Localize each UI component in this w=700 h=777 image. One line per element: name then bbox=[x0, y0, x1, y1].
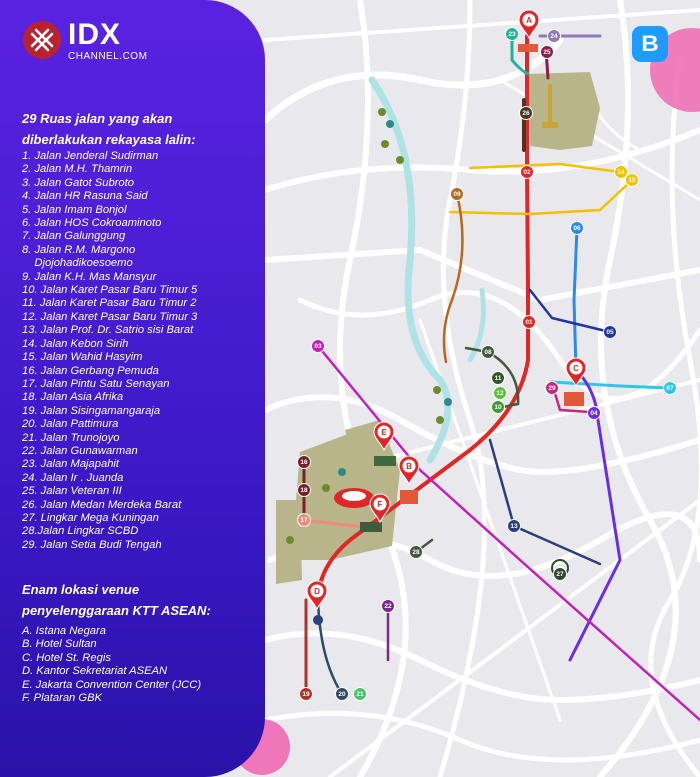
road-list-item: 23. Jalan Majapahit bbox=[22, 458, 120, 471]
road-list-item: 16. Jalan Gerbang Pemuda bbox=[22, 364, 159, 377]
road-marker-label: 20 bbox=[338, 691, 346, 698]
road-marker-label: 23 bbox=[508, 31, 516, 38]
road-list-item: 13. Jalan Prof. Dr. Satrio sisi Barat bbox=[22, 324, 194, 337]
roads-list bbox=[22, 150, 197, 552]
road-marker-23 bbox=[506, 28, 519, 41]
logo-brand: IDX bbox=[68, 18, 122, 51]
venue-pin-label: D bbox=[314, 587, 320, 596]
road-marker-08 bbox=[482, 346, 495, 359]
road-marker-label: 18 bbox=[300, 487, 308, 494]
road-marker-label: 15 bbox=[628, 177, 636, 184]
road-marker-label: 21 bbox=[356, 691, 364, 698]
logo-sub: CHANNEL.COM bbox=[68, 51, 148, 62]
road-marker-label: 12 bbox=[496, 390, 504, 397]
road-list-item: 27. Lingkar Mega Kuningan bbox=[22, 511, 159, 524]
road-marker-label: 22 bbox=[384, 603, 392, 610]
road-marker-04 bbox=[588, 407, 601, 420]
road-list-item: Djojohadikoesoemo bbox=[22, 257, 133, 270]
road-list-item: 4. Jalan HR Rasuna Said bbox=[22, 190, 148, 203]
roads-heading bbox=[22, 108, 195, 150]
road-marker-label: 16 bbox=[300, 459, 308, 466]
road-marker-10 bbox=[492, 401, 505, 414]
road-list-item: 6. Jalan HOS Cokroaminoto bbox=[22, 217, 162, 230]
idx-logo-icon bbox=[22, 20, 62, 60]
road-list-item: 26. Jalan Medan Merdeka Barat bbox=[22, 498, 182, 511]
road-marker-27 bbox=[554, 568, 567, 581]
road-marker-15 bbox=[626, 174, 639, 187]
venue-heading-line-2: penyelenggaraan KTT ASEAN: bbox=[22, 603, 211, 618]
road-marker-label: 11 bbox=[494, 375, 502, 382]
road-marker-label: 28 bbox=[412, 549, 420, 556]
road-list-item: 15. Jalan Wahid Hasyim bbox=[22, 351, 143, 364]
venue-heading-line-1: Enam lokasi venue bbox=[22, 582, 140, 597]
road-list-item: 12. Jalan Karet Pasar Baru Timur 3 bbox=[22, 310, 198, 323]
venue-heading bbox=[22, 579, 211, 621]
venue-list-item: B. Hotel Sultan bbox=[22, 638, 97, 651]
road-list-item: 24. Jalan Ir . Juanda bbox=[22, 471, 124, 484]
road-marker-17 bbox=[298, 514, 311, 527]
road-marker-label: 27 bbox=[556, 571, 564, 578]
road-list-item: 19. Jalan Sisingamangaraja bbox=[22, 404, 161, 417]
road-list-item: 21. Jalan Trunojoyo bbox=[22, 431, 120, 444]
venue-list-item: C. Hotel St. Regis bbox=[22, 651, 111, 664]
venue-pin-label: F bbox=[377, 500, 383, 509]
road-marker-label: 13 bbox=[510, 523, 518, 530]
road-marker-label: 09 bbox=[453, 191, 461, 198]
venue-list-item: F. Plataran GBK bbox=[22, 692, 103, 705]
venue-pin-label: C bbox=[573, 364, 579, 373]
venue-pin-label: B bbox=[406, 462, 412, 471]
road-marker-label: 24 bbox=[550, 33, 558, 40]
road-list-item: 7. Jalan Galunggung bbox=[22, 230, 126, 243]
road-marker-03 bbox=[312, 340, 325, 353]
road-marker-01 bbox=[523, 316, 536, 329]
road-marker-12 bbox=[494, 387, 507, 400]
road-list-item: 1. Jalan Jenderal Sudirman bbox=[22, 150, 159, 162]
monas-park bbox=[528, 72, 600, 150]
road-marker-label: 19 bbox=[302, 691, 310, 698]
info-panel bbox=[0, 0, 265, 777]
road-list-item: 5. Jalan Imam Bonjol bbox=[22, 203, 127, 216]
road-list-item: 28.Jalan Lingkar SCBD bbox=[22, 525, 139, 538]
logo[interactable] bbox=[22, 20, 147, 62]
road-marker-label: 26 bbox=[522, 110, 530, 117]
road-marker-13 bbox=[508, 520, 521, 533]
road-marker-19 bbox=[300, 688, 313, 701]
road-marker-07 bbox=[664, 382, 677, 395]
road-marker-26 bbox=[520, 107, 533, 120]
road-list-item: 25. Jalan Veteran III bbox=[22, 485, 122, 498]
road-marker-02 bbox=[521, 166, 534, 179]
road-marker-06 bbox=[571, 222, 584, 235]
road-marker-09 bbox=[451, 188, 464, 201]
road-marker-label: 01 bbox=[525, 319, 533, 326]
road-marker-label: 25 bbox=[543, 49, 551, 56]
building-c-icon bbox=[564, 392, 584, 406]
venue-list-item: A. Istana Negara bbox=[22, 625, 106, 637]
road-list-item: 3. Jalan Gatot Subroto bbox=[22, 176, 134, 189]
road-list-item: 22. Jalan Gunawarman bbox=[22, 444, 138, 457]
road-marker-label: 17 bbox=[300, 517, 308, 524]
road-marker-29 bbox=[546, 382, 559, 395]
road-marker-11 bbox=[492, 372, 505, 385]
road-marker-label: 03 bbox=[314, 343, 322, 350]
road-marker-28 bbox=[410, 546, 423, 559]
road-marker-24 bbox=[548, 30, 561, 43]
road-marker-20 bbox=[336, 688, 349, 701]
venue-list-item: E. Jakarta Convention Center (JCC) bbox=[22, 678, 202, 691]
road-list-item: 2. Jalan M.H. Thamrin bbox=[22, 163, 133, 176]
road-marker-25 bbox=[541, 46, 554, 59]
app-b-icon[interactable] bbox=[632, 26, 668, 62]
road-marker-14 bbox=[615, 166, 628, 179]
road-list-item: 29. Jalan Setia Budi Tengah bbox=[22, 538, 162, 551]
road-marker-label: 07 bbox=[666, 385, 674, 392]
road-list-item: 17. Jalan Pintu Satu Senayan bbox=[22, 377, 170, 390]
road-marker-21 bbox=[354, 688, 367, 701]
road-list-item: 14. Jalan Kebon Sirih bbox=[22, 337, 129, 350]
road-marker-label: 29 bbox=[548, 385, 556, 392]
road-marker-22 bbox=[382, 600, 395, 613]
road-list-item: 11. Jalan Karet Pasar Baru Timur 2 bbox=[22, 297, 197, 310]
roads-heading-line-2: diberlakukan rekayasa lalin: bbox=[22, 132, 196, 147]
venue-pin-label: A bbox=[526, 16, 532, 25]
road-list-item: 10. Jalan Karet Pasar Baru Timur 5 bbox=[22, 284, 198, 297]
venue-pin-label: E bbox=[381, 428, 387, 437]
app-b-label: B bbox=[641, 31, 659, 56]
road-list-item: 8. Jalan R.M. Margono bbox=[22, 243, 136, 256]
building-a-icon bbox=[518, 44, 538, 52]
venue-list bbox=[22, 625, 201, 705]
road-list-item: 9. Jalan K.H. Mas Mansyur bbox=[22, 270, 157, 283]
road-list-item: 20. Jalan Pattimura bbox=[22, 418, 119, 431]
building-f-icon bbox=[360, 522, 382, 532]
road-marker-label: 14 bbox=[617, 169, 625, 176]
road-marker-05 bbox=[604, 326, 617, 339]
road-marker-label: 04 bbox=[590, 410, 598, 417]
road-marker-label: 06 bbox=[573, 225, 581, 232]
roads-heading-line-1: 29 Ruas jalan yang akan bbox=[22, 111, 173, 126]
road-marker-18 bbox=[298, 484, 311, 497]
venue-list-item: D. Kantor Sekretariat ASEAN bbox=[22, 665, 168, 678]
building-d-icon bbox=[313, 615, 323, 625]
stadium-icon bbox=[334, 488, 374, 508]
building-e-icon bbox=[374, 456, 396, 466]
road-marker-label: 08 bbox=[484, 349, 492, 356]
road-marker-16 bbox=[298, 456, 311, 469]
building-b-icon bbox=[400, 490, 418, 504]
road-marker-label: 10 bbox=[494, 404, 502, 411]
road-marker-label: 05 bbox=[606, 329, 614, 336]
road-marker-label: 02 bbox=[523, 169, 531, 176]
road-list-item: 18. Jalan Asia Afrika bbox=[22, 391, 124, 404]
